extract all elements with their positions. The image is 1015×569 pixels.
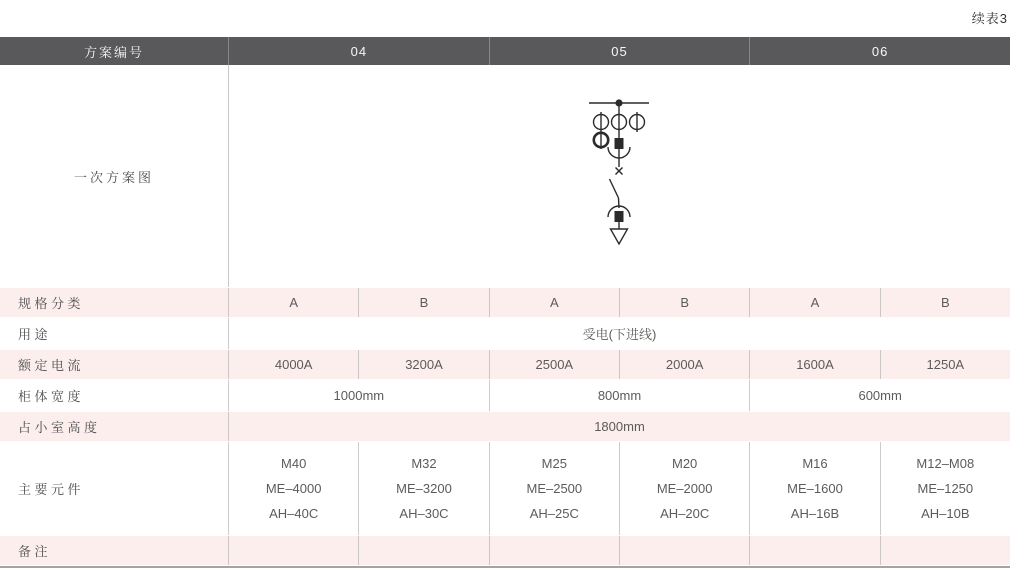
components-cell	[880, 442, 1010, 535]
component-line: ME–3200	[396, 481, 452, 496]
components-cell	[358, 442, 488, 535]
row-label-rated-current: 额定电流	[18, 358, 85, 373]
row-label-remarks: 备注	[18, 544, 52, 559]
scheme-table	[0, 37, 1010, 568]
header-scheme-04: 04	[228, 37, 489, 65]
spec-cell: A	[228, 288, 358, 317]
cable-terminal-arrow	[611, 229, 628, 244]
cabinet-width-cell: 600mm	[749, 380, 1010, 411]
row-room-height	[0, 411, 1010, 442]
spec-cell: B	[358, 288, 488, 317]
cabinet-width-cell: 1000mm	[228, 380, 489, 411]
cabinet-width-cell: 800mm	[489, 380, 750, 411]
row-remarks	[0, 535, 1010, 566]
rated-current-cell: 3200A	[358, 350, 488, 379]
row-label-room-height: 占小室高度	[18, 420, 101, 435]
component-line: M20	[672, 456, 698, 471]
component-line: AH–10B	[921, 506, 970, 521]
diagram-row-label: 一次方案图	[73, 169, 154, 185]
component-line: ME–2000	[656, 481, 713, 496]
row-spec-class	[0, 287, 1010, 318]
row-main-components	[0, 442, 1010, 535]
components-cell	[619, 442, 749, 535]
component-line: M16	[802, 456, 828, 471]
single-line-diagram	[579, 95, 659, 247]
spec-cell: B	[619, 288, 749, 317]
remarks-cell	[749, 536, 879, 565]
row-cabinet-width	[0, 380, 1010, 411]
header-label-scheme-number: 方案编号	[83, 44, 144, 60]
usage-cell: 受电(下进线)	[228, 318, 1010, 349]
rated-current-cell: 4000A	[228, 350, 358, 379]
breaker-blade	[610, 179, 619, 198]
components-cell	[749, 442, 879, 535]
table-bottom-rule	[0, 566, 1010, 568]
component-line: M25	[541, 456, 567, 471]
components-cell	[489, 442, 619, 535]
components-cell	[228, 442, 358, 535]
component-line: AH–25C	[529, 506, 579, 521]
component-line: AH–40C	[269, 506, 319, 521]
row-label-main-components: 主要元件	[18, 482, 85, 497]
rated-current-cell: 1600A	[749, 350, 879, 379]
row-label-cabinet-width: 柜体宽度	[18, 389, 85, 404]
remarks-cell	[619, 536, 749, 565]
spec-cell: A	[489, 288, 619, 317]
row-usage	[0, 318, 1010, 349]
component-line: ME–4000	[265, 481, 322, 496]
rated-current-cell: 2500A	[489, 350, 619, 379]
component-line: M40	[281, 456, 307, 471]
component-line: AH–30C	[399, 506, 449, 521]
rated-current-cell: 2000A	[619, 350, 749, 379]
room-height-cell: 1800mm	[228, 412, 1010, 441]
drawout-contact-upper	[615, 138, 624, 149]
component-line: ME–1600	[787, 481, 843, 496]
component-line: M32	[411, 456, 437, 471]
diagram-cell	[228, 65, 1010, 287]
drawout-contact-lower	[615, 211, 624, 222]
row-label-usage: 用途	[18, 327, 52, 342]
component-line: ME–1250	[917, 481, 974, 496]
component-line: ME–2500	[526, 481, 583, 496]
remarks-cell	[489, 536, 619, 565]
spec-cell: A	[749, 288, 879, 317]
table-header-row	[0, 37, 1010, 65]
component-line: M12–M08	[916, 456, 975, 471]
header-scheme-05: 05	[489, 37, 750, 65]
rated-current-cell: 1250A	[880, 350, 1010, 379]
remarks-cell	[880, 536, 1010, 565]
header-scheme-06: 06	[749, 37, 1010, 65]
row-rated-current	[0, 349, 1010, 380]
component-line: AH–20C	[660, 506, 710, 521]
table-caption: 续表3	[971, 11, 1008, 26]
component-line: AH–16B	[790, 506, 840, 521]
diagram-row	[0, 65, 1010, 287]
remarks-cell	[228, 536, 358, 565]
spec-cell: B	[880, 288, 1010, 317]
row-label-spec-class: 规格分类	[18, 296, 85, 311]
remarks-cell	[358, 536, 488, 565]
